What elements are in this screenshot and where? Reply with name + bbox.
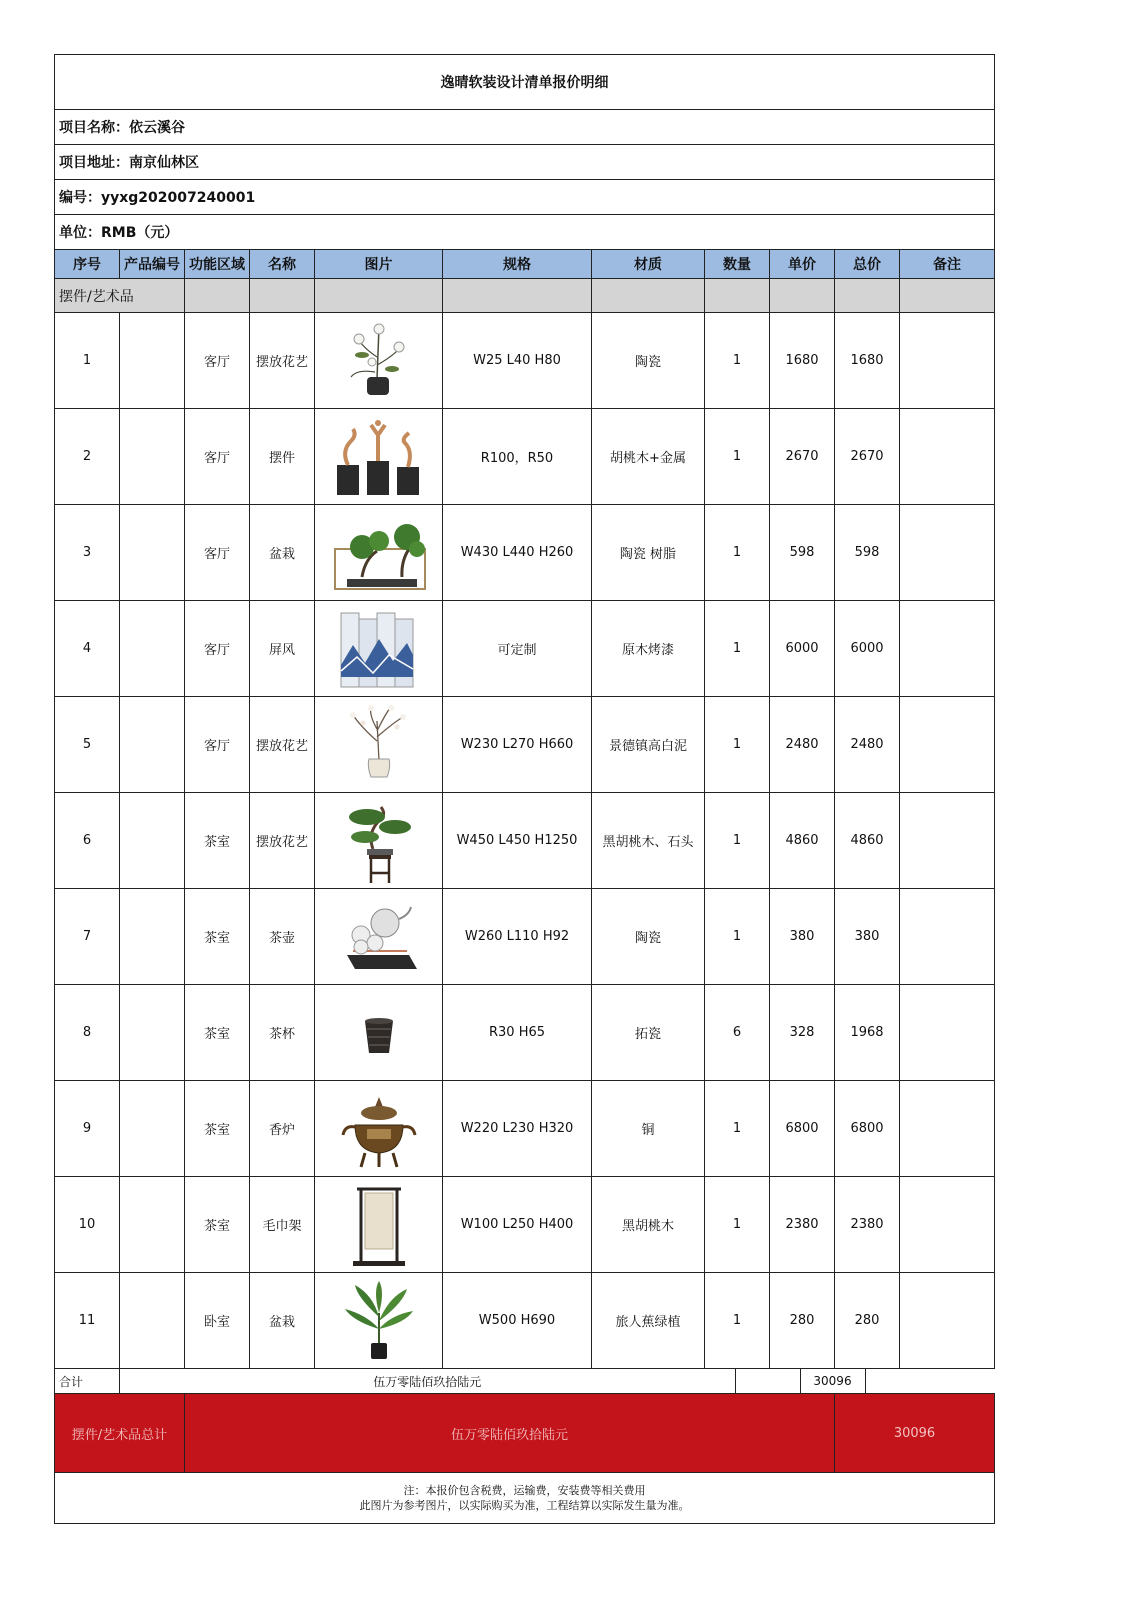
incense-burner-icon: [317, 1085, 441, 1173]
table-row: [55, 1081, 995, 1177]
item-name: 毛巾架: [250, 1177, 315, 1273]
item-area: 茶室: [185, 985, 250, 1081]
serial-number: 编号：yyxg202007240001: [55, 180, 995, 215]
item-spec: W450 L450 H1250: [443, 793, 592, 889]
item-spec: R30 H65: [443, 985, 592, 1081]
note-reference-image: 此图片为参考图片，以实际购买为准，工程结算以实际发生量为准。: [359, 1499, 690, 1512]
item-image: [315, 1273, 443, 1369]
quote-table: [54, 54, 995, 1524]
project-address: 项目地址：南京仙林区: [55, 145, 995, 180]
item-spec: W230 L270 H660: [443, 697, 592, 793]
item-unit-price: 2480: [770, 697, 835, 793]
note-tax: 注：本报价包含税费，运输费，安装费等相关费用: [403, 1484, 646, 1497]
teacup-icon: [317, 989, 441, 1077]
item-remark: [900, 793, 995, 889]
table-row: [55, 697, 995, 793]
item-remark: [900, 1081, 995, 1177]
item-unit-price: 2380: [770, 1177, 835, 1273]
col-header-area: 功能区域: [185, 250, 250, 279]
item-area: 客厅: [185, 505, 250, 601]
item-material: 陶瓷 树脂: [592, 505, 705, 601]
item-material: 铜: [592, 1081, 705, 1177]
item-total: 4860: [835, 793, 900, 889]
item-spec: W25 L40 H80: [443, 313, 592, 409]
sheet-title: 逸晴软装设计清单报价明细: [55, 55, 995, 110]
item-material: 黑胡桃木: [592, 1177, 705, 1273]
item-qty: 1: [705, 889, 770, 985]
notes-row: [55, 1473, 995, 1524]
item-area: 茶室: [185, 889, 250, 985]
item-qty: 1: [705, 409, 770, 505]
item-qty: 1: [705, 1081, 770, 1177]
item-unit-price: 598: [770, 505, 835, 601]
table-row: [55, 1177, 995, 1273]
item-spec: W500 H690: [443, 1273, 592, 1369]
col-header-code: 产品编号: [120, 250, 185, 279]
item-code: [120, 505, 185, 601]
item-spec: R100，R50: [443, 409, 592, 505]
item-area: 客厅: [185, 409, 250, 505]
item-spec: 可定制: [443, 601, 592, 697]
item-qty: 1: [705, 601, 770, 697]
item-total: 1680: [835, 313, 900, 409]
col-header-name: 名称: [250, 250, 315, 279]
item-code: [120, 793, 185, 889]
item-area: 茶室: [185, 793, 250, 889]
item-qty: 1: [705, 313, 770, 409]
item-image: [315, 505, 443, 601]
item-material: 陶瓷: [592, 889, 705, 985]
project-name: 项目名称：依云溪谷: [55, 110, 995, 145]
figurine-icon: [317, 413, 441, 501]
item-code: [120, 1177, 185, 1273]
item-no: 3: [55, 505, 120, 601]
item-image: [315, 697, 443, 793]
quote-sheet: [54, 54, 994, 1524]
col-header-total: 总价: [835, 250, 900, 279]
table-row: [55, 313, 995, 409]
item-remark: [900, 697, 995, 793]
item-material: 黑胡桃木、石头: [592, 793, 705, 889]
subtotal-amount-words: 伍万零陆佰玖拾陆元: [120, 1369, 735, 1393]
item-qty: 1: [705, 697, 770, 793]
item-code: [120, 313, 185, 409]
item-remark: [900, 601, 995, 697]
subtotal-label: 合计: [55, 1369, 120, 1394]
item-name: 香炉: [250, 1081, 315, 1177]
item-image: [315, 1177, 443, 1273]
table-row: [55, 505, 995, 601]
item-no: 7: [55, 889, 120, 985]
item-material: 原木烤漆: [592, 601, 705, 697]
item-code: [120, 1273, 185, 1369]
item-code: [120, 889, 185, 985]
item-no: 8: [55, 985, 120, 1081]
item-no: 5: [55, 697, 120, 793]
item-no: 1: [55, 313, 120, 409]
item-total: 598: [835, 505, 900, 601]
item-spec: W260 L110 H92: [443, 889, 592, 985]
item-material: 拓瓷: [592, 985, 705, 1081]
flower-arrangement-icon: [317, 317, 441, 405]
col-header-spec: 规格: [443, 250, 592, 279]
item-qty: 6: [705, 985, 770, 1081]
item-area: 茶室: [185, 1081, 250, 1177]
grand-total-amount: 30096: [835, 1394, 995, 1473]
item-remark: [900, 889, 995, 985]
item-image: [315, 985, 443, 1081]
item-total: 2670: [835, 409, 900, 505]
category-label: 摆件/艺术品: [55, 279, 185, 313]
item-unit-price: 6800: [770, 1081, 835, 1177]
grand-total-label: 摆件/艺术品总计: [55, 1394, 185, 1473]
subtotal-amount: 30096: [800, 1369, 865, 1393]
item-remark: [900, 1273, 995, 1369]
item-no: 6: [55, 793, 120, 889]
item-no: 4: [55, 601, 120, 697]
item-unit-price: 1680: [770, 313, 835, 409]
table-row: [55, 601, 995, 697]
item-code: [120, 697, 185, 793]
item-spec: W220 L230 H320: [443, 1081, 592, 1177]
item-remark: [900, 505, 995, 601]
col-header-no: 序号: [55, 250, 120, 279]
table-row: [55, 1273, 995, 1369]
item-remark: [900, 1177, 995, 1273]
item-remark: [900, 409, 995, 505]
item-unit-price: 4860: [770, 793, 835, 889]
item-qty: 1: [705, 1177, 770, 1273]
item-material: 旅人蕉绿植: [592, 1273, 705, 1369]
item-unit-price: 380: [770, 889, 835, 985]
item-code: [120, 601, 185, 697]
item-total: 380: [835, 889, 900, 985]
item-image: [315, 889, 443, 985]
item-remark: [900, 985, 995, 1081]
item-total: 6800: [835, 1081, 900, 1177]
teapot-set-icon: [317, 893, 441, 981]
item-image: [315, 793, 443, 889]
item-name: 摆放花艺: [250, 313, 315, 409]
item-area: 茶室: [185, 1177, 250, 1273]
item-area: 客厅: [185, 313, 250, 409]
item-unit-price: 6000: [770, 601, 835, 697]
item-image: [315, 1081, 443, 1177]
item-name: 屏风: [250, 601, 315, 697]
item-unit-price: 328: [770, 985, 835, 1081]
item-no: 9: [55, 1081, 120, 1177]
item-total: 2380: [835, 1177, 900, 1273]
item-total: 2480: [835, 697, 900, 793]
item-no: 2: [55, 409, 120, 505]
potted-plant-icon: [317, 1277, 441, 1365]
item-name: 摆放花艺: [250, 793, 315, 889]
item-material: 景德镇高白泥: [592, 697, 705, 793]
col-header-unit-price: 单价: [770, 250, 835, 279]
item-total: 1968: [835, 985, 900, 1081]
item-material: 陶瓷: [592, 313, 705, 409]
item-qty: 1: [705, 505, 770, 601]
item-name: 茶杯: [250, 985, 315, 1081]
item-name: 盆栽: [250, 1273, 315, 1369]
col-header-material: 材质: [592, 250, 705, 279]
subtotal-row: [55, 1369, 995, 1394]
item-area: 客厅: [185, 601, 250, 697]
item-area: 客厅: [185, 697, 250, 793]
col-header-image: 图片: [315, 250, 443, 279]
item-no: 11: [55, 1273, 120, 1369]
item-total: 280: [835, 1273, 900, 1369]
towel-rack-icon: [317, 1181, 441, 1269]
table-row: [55, 985, 995, 1081]
item-area: 卧室: [185, 1273, 250, 1369]
item-code: [120, 1081, 185, 1177]
col-header-remark: 备注: [900, 250, 995, 279]
grand-total-row: [55, 1394, 995, 1473]
item-remark: [900, 313, 995, 409]
item-code: [120, 409, 185, 505]
item-material: 胡桃木+金属: [592, 409, 705, 505]
item-total: 6000: [835, 601, 900, 697]
item-unit-price: 2670: [770, 409, 835, 505]
grand-total-amount-words: 伍万零陆佰玖拾陆元: [185, 1394, 835, 1473]
table-row: [55, 793, 995, 889]
item-image: [315, 313, 443, 409]
category-row: [55, 279, 995, 313]
col-header-qty: 数量: [705, 250, 770, 279]
item-spec: W430 L440 H260: [443, 505, 592, 601]
item-unit-price: 280: [770, 1273, 835, 1369]
item-code: [120, 985, 185, 1081]
item-name: 茶壶: [250, 889, 315, 985]
item-name: 摆放花艺: [250, 697, 315, 793]
screen-icon: [317, 605, 441, 693]
vase-branch-icon: [317, 701, 441, 789]
bonsai-icon: [317, 509, 441, 597]
item-qty: 1: [705, 793, 770, 889]
item-spec: W100 L250 H400: [443, 1177, 592, 1273]
column-header-row: [55, 250, 995, 279]
item-name: 摆件: [250, 409, 315, 505]
item-qty: 1: [705, 1273, 770, 1369]
item-image: [315, 409, 443, 505]
table-row: [55, 889, 995, 985]
item-name: 盆栽: [250, 505, 315, 601]
item-image: [315, 601, 443, 697]
item-no: 10: [55, 1177, 120, 1273]
pine-stand-icon: [317, 797, 441, 885]
currency-unit: 单位：RMB（元）: [55, 215, 995, 250]
table-row: [55, 409, 995, 505]
